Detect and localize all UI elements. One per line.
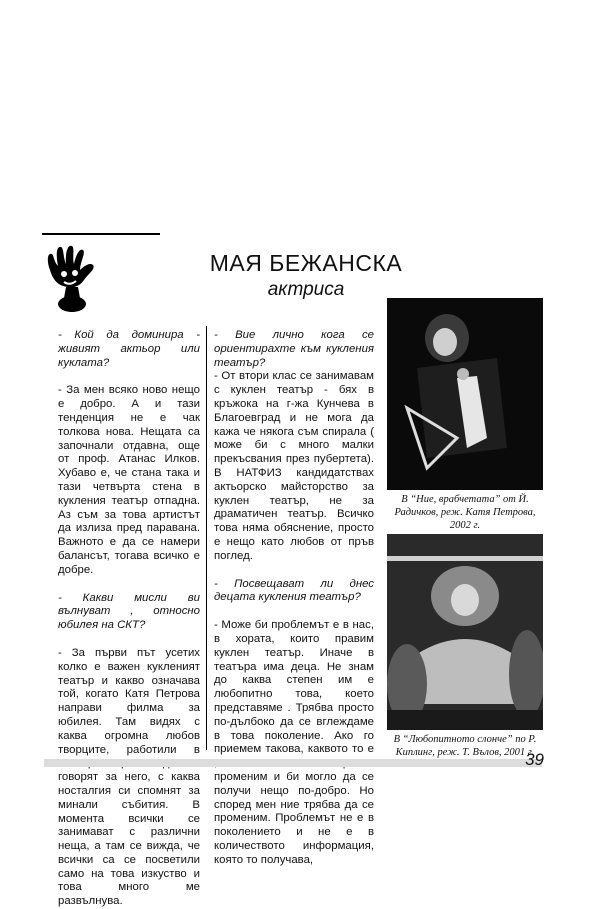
- header-rule: [42, 233, 160, 235]
- photo-caption-1: В “Ние, врабчетата” от Й. Радичков, реж. Катя Петрова, 2002 г.: [394, 494, 536, 531]
- question-text: - Посвещават ли днес децата кукления театър?: [214, 577, 374, 604]
- footer-bar: [44, 759, 542, 767]
- photo-caption-2: В “Любопитното слонче” по Р. Киплинг, реж. Т. Вълов, 2001 г.: [393, 734, 537, 758]
- column-divider: [206, 326, 207, 750]
- page-subtitle: актриса: [267, 279, 345, 300]
- page-number: 39: [525, 750, 544, 769]
- question-text: - Какви мисли ви вълнуват , относно юбилея на СКТ?: [58, 591, 200, 632]
- question-text: - Вие лично кога се ориентирахте към кукления театър?: [214, 329, 374, 369]
- page-title: МАЯ БЕЖАНСКА: [209, 250, 403, 276]
- interview-column-1: [58, 329, 200, 909]
- puppet-hand-logo: [44, 240, 100, 314]
- stage-photo-2: [387, 534, 543, 730]
- stage-photo-1: [387, 298, 543, 490]
- answer-text: - За първи път усетих колко е важен кукленият театър и какво означава той, когато Катя Петрова направи филма за юбилея. Там видях с каква огромна любов творците, работили в говорят за него, с каква носталгия си спомнят за минали събития. В момента всички се занимават с различни неща, а там се вижда, че всички са се посветили само на това изкуство и това много ме развълнува.: [58, 646, 200, 908]
- question-text: - Кой да доминира - живият актьор или куклата?: [58, 329, 200, 369]
- interview-column-2: [214, 329, 374, 867]
- answer-text: - Може би проблемът е в нас, в хората, които правим куклен театър. Иначе в театъра има деца. Не знам до каква степен им е любопитно това, което представяме . Трябва просто по-дълбоко да се вглеждаме в това поколение. Ако го приемем такова, каквото то е променим и би могло да се получи нещо по-добро. Но според мен ние трябва да се променим. Проблемът не е в поколението и не е в количеството информация, която то получава,: [214, 619, 374, 866]
- answer-text: - От втори клас се занимавам с куклен театър - бях в кръжока на г-жа Кунчева в Благоевград и не мога да кажа че някога съм спирала ( може би с много малки прекъсвания през пубертета). В НАТФИЗ кандидатствах актьорско майсторство за куклен театър, не за драматичен театър. Всичко това няма обяснение, просто е нещо като любов от пръв поглед.: [214, 370, 374, 562]
- answer-text: - За мен всяко ново нещо е добро. А и тази тенденция не е чак толкова нова. Нещата са започнали отдавна, още от проф. Атанас Илков. Хубаво е, че стана така и тази четвърта стена в кукления театър отпадна. Аз съм за това артистът да излиза пред паравана. Важното е да се намери балансът, тогава всичко е добре.: [58, 384, 200, 576]
